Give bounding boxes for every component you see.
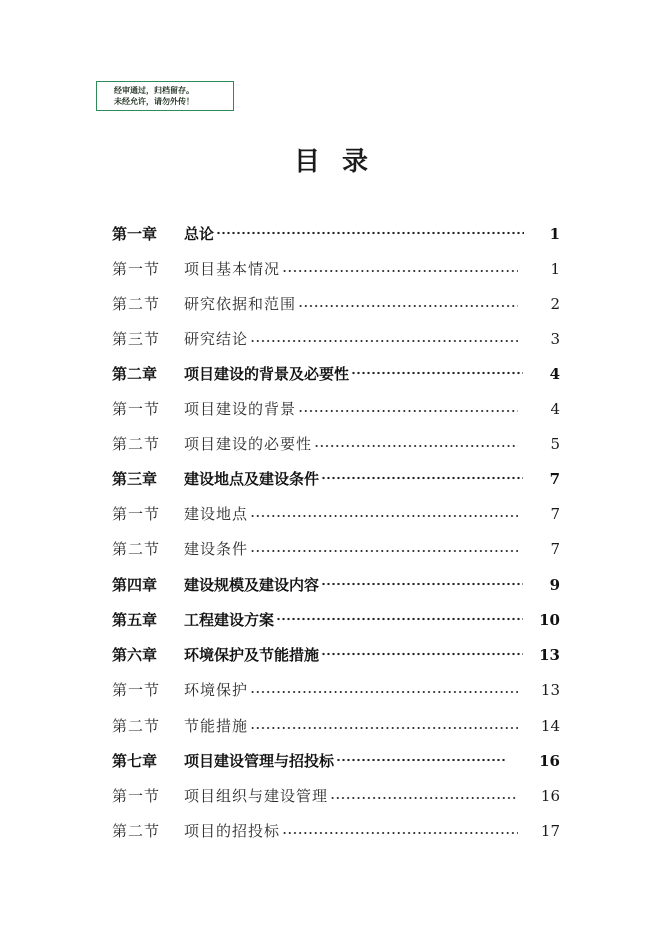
toc-dot-leader xyxy=(250,512,518,520)
toc-chapter-row[interactable] xyxy=(112,573,560,597)
toc-entry-number: 第七章 xyxy=(112,752,158,770)
toc-dot-leader xyxy=(298,407,518,415)
toc-dot-leader xyxy=(321,650,523,658)
toc-page-number: 13 xyxy=(539,646,560,664)
toc-page-number: 2 xyxy=(550,295,560,313)
toc-page-number: 7 xyxy=(550,540,560,558)
toc-dot-leader xyxy=(250,688,518,696)
toc-dot-leader xyxy=(321,474,523,482)
toc-page-number: 14 xyxy=(540,717,560,735)
toc-section-row[interactable] xyxy=(112,397,560,421)
toc-entry-number: 第二节 xyxy=(112,295,161,313)
toc-entry-number: 第三节 xyxy=(112,330,161,348)
toc-entry-number: 第二节 xyxy=(112,717,161,735)
toc-chapter-row[interactable] xyxy=(112,643,560,667)
stamp-line-1: 经审通过，归档留存。 xyxy=(114,86,194,95)
toc-section-row[interactable] xyxy=(112,502,560,526)
toc-entry-number: 第二章 xyxy=(112,365,158,383)
toc-page-number: 7 xyxy=(550,505,560,523)
toc-section-row[interactable] xyxy=(112,292,560,316)
toc-entry-title: 项目建设的背景 xyxy=(184,400,297,418)
toc-dot-leader xyxy=(336,756,505,764)
toc-entry-number: 第六章 xyxy=(112,646,158,664)
toc-page-number: 1 xyxy=(549,225,560,243)
toc-page-number: 16 xyxy=(539,752,560,770)
stamp-line-2: 未经允许，请勿外传！ xyxy=(114,97,194,106)
toc-page-number: 7 xyxy=(549,470,560,488)
toc-page-number: 16 xyxy=(540,787,560,805)
toc-section-row[interactable] xyxy=(112,714,560,738)
toc-dot-leader xyxy=(282,829,518,837)
toc-section-row[interactable] xyxy=(112,678,560,702)
toc-entry-title: 环境保护及节能措施 xyxy=(184,646,320,664)
toc-section-row[interactable] xyxy=(112,257,560,281)
toc-entry-title: 项目建设管理与招投标 xyxy=(184,752,335,770)
toc-dot-leader xyxy=(250,547,518,555)
toc-dot-leader xyxy=(298,302,518,310)
toc-entry-title: 项目组织与建设管理 xyxy=(184,787,329,805)
toc-entry-title: 研究结论 xyxy=(184,330,249,348)
page-title: 目录 xyxy=(293,147,390,177)
toc-entry-number: 第二节 xyxy=(112,540,161,558)
toc-page-number: 13 xyxy=(540,681,560,699)
toc-page-number: 17 xyxy=(540,822,560,840)
toc-page-number: 9 xyxy=(549,576,560,594)
toc-entry-number: 第一节 xyxy=(112,505,161,523)
toc-entry-title: 建设地点及建设条件 xyxy=(184,470,320,488)
toc-entry-title: 研究依据和范围 xyxy=(184,295,297,313)
toc-page-number: 4 xyxy=(550,400,560,418)
toc-chapter-row[interactable] xyxy=(112,362,560,386)
toc-dot-leader xyxy=(250,337,518,345)
toc-entry-number: 第一节 xyxy=(112,681,161,699)
toc-section-row[interactable] xyxy=(112,432,560,456)
toc-entry-title: 项目的招投标 xyxy=(184,822,281,840)
toc-section-row[interactable] xyxy=(112,327,560,351)
toc-entry-title: 项目基本情况 xyxy=(184,260,281,278)
toc-entry-title: 工程建设方案 xyxy=(184,611,275,629)
toc-entry-number: 第一节 xyxy=(112,260,161,278)
toc-entry-title: 建设地点 xyxy=(184,505,249,523)
toc-dot-leader xyxy=(321,580,523,588)
toc-entry-title: 环境保护 xyxy=(184,681,249,699)
toc-page-number: 1 xyxy=(550,260,560,278)
toc-entry-title: 项目建设的背景及必要性 xyxy=(184,365,350,383)
toc-dot-leader xyxy=(351,369,523,377)
toc-dot-leader xyxy=(330,794,518,802)
toc-entry-number: 第二节 xyxy=(112,435,161,453)
toc-entry-title: 建设条件 xyxy=(184,540,249,558)
toc-entry-title: 总论 xyxy=(184,225,215,243)
toc-entry-number: 第四章 xyxy=(112,576,158,594)
toc-entry-number: 第一节 xyxy=(112,787,161,805)
toc-entry-number: 第五章 xyxy=(112,611,158,629)
toc-section-row[interactable] xyxy=(112,819,560,843)
toc-page-number: 5 xyxy=(550,435,560,453)
toc-entry-title: 建设规模及建设内容 xyxy=(184,576,320,594)
toc-chapter-row[interactable] xyxy=(112,608,560,632)
toc-entry-number: 第三章 xyxy=(112,470,158,488)
toc-dot-leader xyxy=(314,442,518,450)
toc-section-row[interactable] xyxy=(112,537,560,561)
toc-entry-title: 项目建设的必要性 xyxy=(184,435,313,453)
toc-entry-number: 第一章 xyxy=(112,225,158,243)
toc-chapter-row[interactable] xyxy=(112,467,560,491)
toc-dot-leader xyxy=(250,724,518,732)
toc-page-number: 10 xyxy=(539,611,560,629)
toc-chapter-row[interactable] xyxy=(112,222,560,246)
toc-dot-leader xyxy=(282,267,518,275)
toc-dot-leader xyxy=(216,229,524,237)
toc-entry-number: 第一节 xyxy=(112,400,161,418)
confidential-stamp xyxy=(96,81,234,111)
toc-page-number: 4 xyxy=(549,365,560,383)
toc-section-row[interactable] xyxy=(112,784,560,808)
toc-chapter-row[interactable] xyxy=(112,749,560,773)
toc-entry-title: 节能措施 xyxy=(184,717,249,735)
toc-dot-leader xyxy=(276,615,523,623)
toc-page-number: 3 xyxy=(550,330,560,348)
toc-entry-number: 第二节 xyxy=(112,822,161,840)
